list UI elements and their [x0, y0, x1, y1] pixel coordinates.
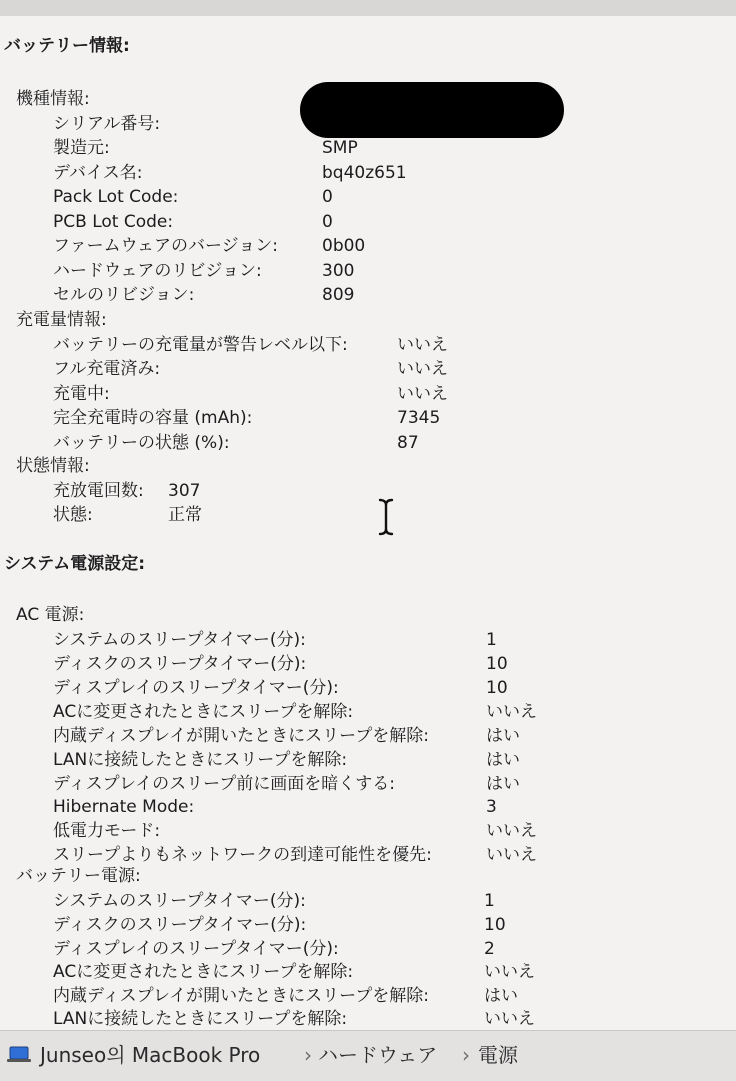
ac-setting-label: LANに接続したときにスリープを解除: — [53, 750, 348, 770]
battery-setting-label: LANに接続したときにスリープを解除: — [53, 1009, 348, 1029]
battery-setting-label: 内蔵ディスプレイが開いたときにスリープを解除: — [53, 986, 429, 1006]
power-settings-title-row — [0, 552, 736, 576]
firmware-label: ファームウェアのバージョン: — [53, 236, 279, 256]
battery-info-title: バッテリー情報: — [4, 36, 130, 56]
laptop-icon — [6, 1046, 32, 1064]
ac-setting-value: はい — [486, 774, 520, 794]
battery-setting-label: ディスプレイのスリープタイマー(分): — [53, 939, 339, 959]
battery-power-heading-row — [0, 864, 736, 888]
ac-setting-label: 低電力モード: — [53, 821, 161, 841]
ac-setting-label: Hibernate Mode: — [53, 797, 195, 817]
ac-setting-row — [0, 700, 736, 724]
cycle-count-row — [0, 479, 736, 503]
ac-setting-row — [0, 795, 736, 819]
ac-setting-row — [0, 628, 736, 652]
ac-setting-label: スリープよりもネットワークの到達可能性を優先: — [53, 845, 432, 865]
battery-setting-row — [0, 960, 736, 984]
cell-revision-label: セルのリビジョン: — [53, 285, 195, 305]
battery-setting-row — [0, 984, 736, 1008]
path-item[interactable]: 電源 — [478, 1043, 518, 1067]
ac-setting-row — [0, 724, 736, 748]
ac-setting-label: ディスプレイのスリープ前に画面を暗くする: — [53, 774, 395, 794]
ac-setting-value: 3 — [486, 797, 497, 817]
manufacturer-row — [0, 136, 736, 160]
hardware-revision-label: ハードウェアのリビジョン: — [53, 261, 262, 281]
battery-setting-row — [0, 913, 736, 937]
battery-health-row — [0, 431, 736, 455]
battery-power-heading: バッテリー電源: — [16, 866, 141, 886]
serial-redaction — [300, 82, 564, 138]
model-info-heading: 機種情報: — [16, 89, 90, 109]
charge-warning-row — [0, 333, 736, 357]
ac-setting-value: いいえ — [486, 702, 537, 722]
pcb-lot-value: 0 — [322, 212, 333, 232]
fully-charged-value: いいえ — [397, 359, 448, 379]
battery-setting-row — [0, 937, 736, 961]
hardware-revision-row — [0, 259, 736, 283]
device-name-label: デバイス名: — [53, 163, 143, 183]
full-capacity-value: 7345 — [397, 408, 441, 428]
ac-setting-value: はい — [486, 750, 520, 770]
hardware-revision-value: 300 — [322, 261, 355, 281]
pack-lot-label: Pack Lot Code: — [53, 187, 179, 207]
ac-setting-row — [0, 819, 736, 843]
charge-info-heading-row — [0, 308, 736, 332]
ac-setting-value: 1 — [486, 630, 497, 650]
firmware-row — [0, 234, 736, 258]
charging-label: 充電中: — [53, 384, 110, 404]
status-info-heading: 状態情報: — [16, 456, 90, 476]
ac-setting-label: ディスプレイのスリープタイマー(分): — [53, 678, 339, 698]
battery-setting-value: 2 — [484, 939, 495, 959]
cycle-count-label: 充放電回数: — [53, 481, 144, 501]
path-device[interactable]: Junseo의 MacBook Pro — [40, 1043, 261, 1067]
ac-setting-label: ACに変更されたときにスリープを解除: — [53, 702, 354, 722]
cell-revision-value: 809 — [322, 285, 355, 305]
device-name-row — [0, 161, 736, 185]
ac-setting-label: ディスクのスリープタイマー(分): — [53, 654, 307, 674]
ac-setting-value: いいえ — [486, 845, 537, 865]
ac-setting-row — [0, 748, 736, 772]
full-capacity-row — [0, 406, 736, 430]
pcb-lot-label: PCB Lot Code: — [53, 212, 174, 232]
power-settings-title: システム電源設定: — [4, 554, 146, 574]
pcb-lot-row — [0, 210, 736, 234]
condition-row — [0, 503, 736, 527]
ac-setting-row — [0, 652, 736, 676]
pack-lot-row — [0, 185, 736, 209]
path-section[interactable]: ハードウェア — [318, 1043, 438, 1067]
battery-setting-label: システムのスリープタイマー(分): — [53, 891, 306, 911]
ac-setting-label: システムのスリープタイマー(分): — [53, 630, 306, 650]
ac-setting-row — [0, 772, 736, 796]
window-top-edge — [0, 0, 736, 16]
battery-health-label: バッテリーの状態 (%): — [53, 433, 230, 453]
serial-label: シリアル番号: — [53, 114, 161, 134]
device-name-value: bq40z651 — [322, 163, 407, 183]
battery-health-value: 87 — [397, 433, 419, 453]
battery-setting-label: ディスクのスリープタイマー(分): — [53, 915, 307, 935]
battery-setting-row — [0, 889, 736, 913]
ac-power-heading-row — [0, 603, 736, 627]
condition-value: 正常 — [168, 505, 202, 525]
ac-setting-value: いいえ — [486, 821, 537, 841]
battery-setting-value: いいえ — [484, 1009, 535, 1029]
charging-row — [0, 382, 736, 406]
ac-setting-row — [0, 676, 736, 700]
ac-setting-value: 10 — [486, 678, 508, 698]
battery-info-title-row — [0, 34, 736, 58]
firmware-value: 0b00 — [322, 236, 366, 256]
path-separator: › — [304, 1043, 312, 1067]
battery-setting-value: はい — [484, 986, 518, 1006]
cycle-count-value: 307 — [168, 481, 201, 501]
full-capacity-label: 完全充電時の容量 (mAh): — [53, 408, 253, 428]
charge-info-heading: 充電量情報: — [16, 310, 107, 330]
battery-setting-value: 1 — [484, 891, 495, 911]
charging-value: いいえ — [397, 384, 448, 404]
fully-charged-row — [0, 357, 736, 381]
text-cursor-icon — [376, 497, 396, 537]
ac-setting-value: はい — [486, 726, 520, 746]
status-info-heading-row — [0, 454, 736, 478]
battery-setting-value: 10 — [484, 915, 506, 935]
charge-warning-label: バッテリーの充電量が警告レベル以下: — [53, 335, 348, 355]
ac-power-heading: AC 電源: — [16, 605, 85, 625]
pack-lot-value: 0 — [322, 187, 333, 207]
path-bar — [0, 1030, 736, 1081]
charge-warning-value: いいえ — [397, 335, 448, 355]
fully-charged-label: フル充電済み: — [53, 359, 161, 379]
battery-setting-row — [0, 1007, 736, 1031]
battery-setting-label: ACに変更されたときにスリープを解除: — [53, 962, 354, 982]
path-separator: › — [462, 1043, 470, 1067]
condition-label: 状態: — [53, 505, 93, 525]
ac-setting-value: 10 — [486, 654, 508, 674]
ac-setting-label: 内蔵ディスプレイが開いたときにスリープを解除: — [53, 726, 429, 746]
cell-revision-row — [0, 283, 736, 307]
battery-setting-value: いいえ — [484, 962, 535, 982]
manufacturer-label: 製造元: — [53, 138, 110, 158]
manufacturer-value: SMP — [322, 138, 358, 158]
